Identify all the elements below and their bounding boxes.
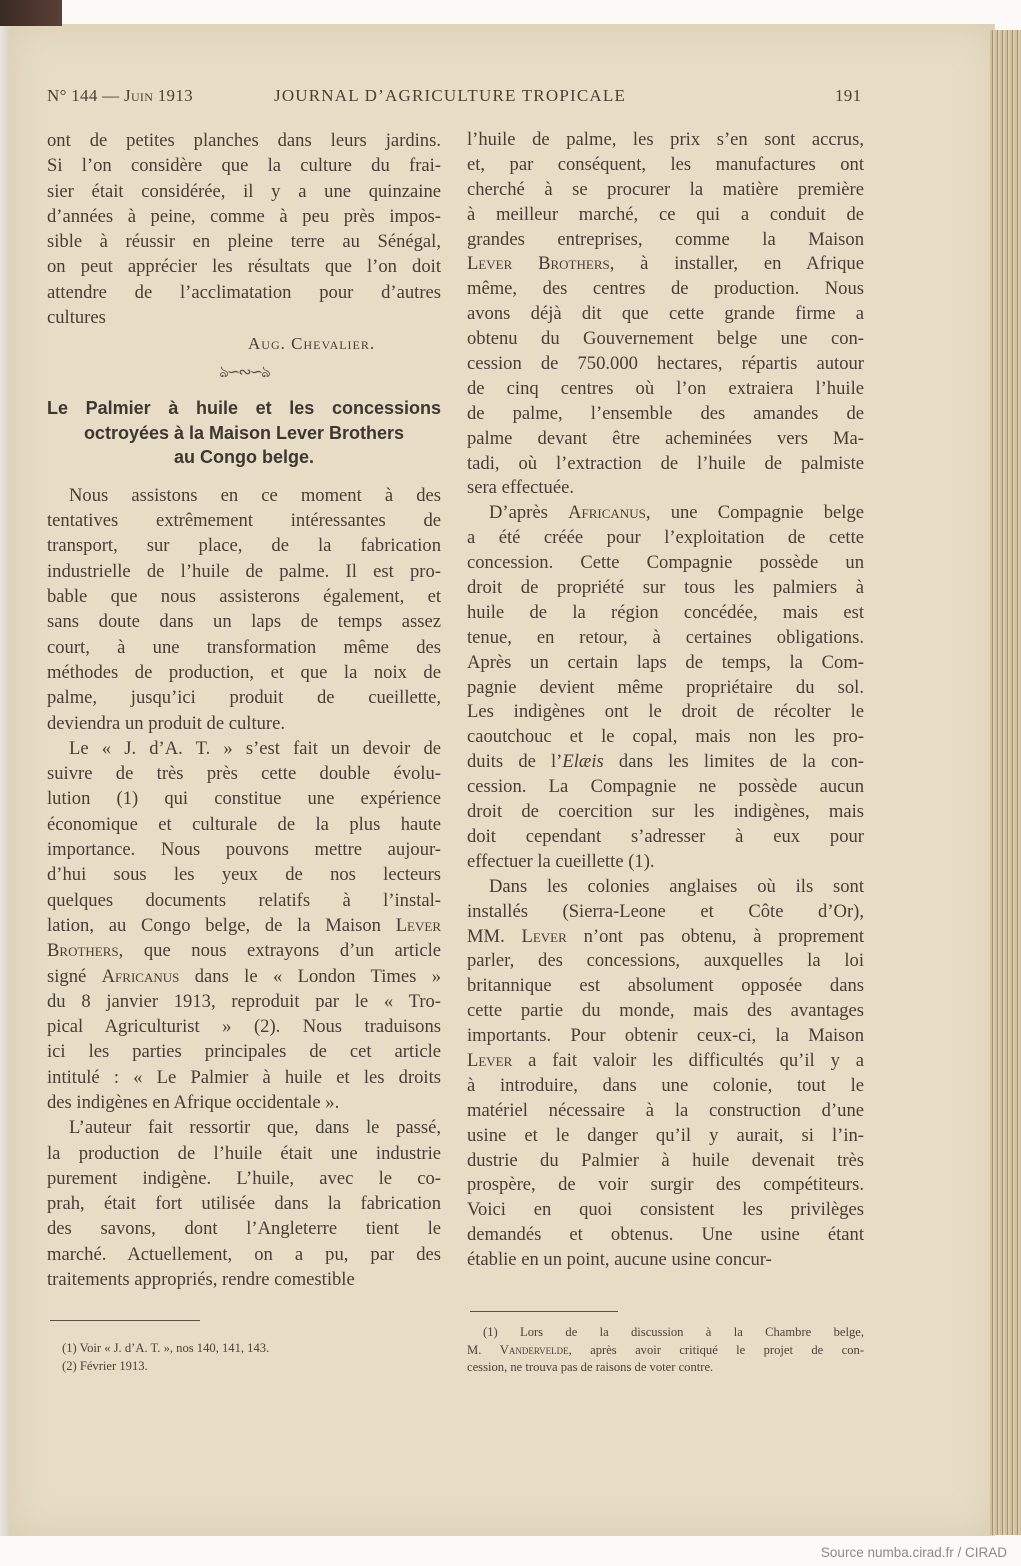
text-line: cherché à se procurer la matière première <box>467 178 864 200</box>
small-caps-text: Lever <box>521 925 567 947</box>
text-segment: n’ont pas obtenu, à proprement <box>566 925 864 947</box>
text-line: dustrie du Palmier à huile devenait très <box>467 1149 864 1171</box>
text-line: L’auteur fait ressortir que, dans le passé, <box>69 1117 441 1139</box>
text-segment: dans les limites de la con- <box>603 751 865 773</box>
article-title <box>47 396 441 470</box>
text-line: cession, ne trouva pas de raisons de voter contre. <box>467 1360 714 1374</box>
text-line: ici les parties principales de cet article <box>47 1041 441 1063</box>
text-line: parler, des concessions, auxquelles la loi <box>467 950 864 972</box>
small-caps-text: Lever <box>467 1049 513 1071</box>
text-line: cession. La Compagnie ne possède aucun <box>467 776 864 798</box>
text-line: Dans les colonies anglaises où ils sont <box>489 875 864 897</box>
text-line: l’huile de palme, les prix s’en sont accrus, <box>467 129 864 150</box>
text-line <box>47 938 441 963</box>
text-line: de palme, l’ensemble des amandes de <box>467 402 864 424</box>
text-line <box>467 925 864 950</box>
issue-info <box>47 86 193 106</box>
text-line: prah, était fort utilisée dans la fabrication <box>47 1193 441 1215</box>
issue-month: Juin <box>124 86 154 105</box>
text-line: court, à une transformation même des <box>47 636 441 658</box>
text-line: installés (Sierra-Leone et Côte d’Or), <box>467 900 864 922</box>
text-line: droit de coercition sur les indigènes, mais <box>467 801 864 823</box>
text-line: doit cependant s’adresser à eux pour <box>467 825 864 847</box>
intro-paragraph <box>47 128 441 330</box>
text-line: a été créée pour l’exploitation de cette <box>467 527 864 549</box>
text-line: usine et le danger qu’il y aurait, si l’in- <box>467 1124 864 1146</box>
text-line <box>467 1049 864 1074</box>
text-line <box>467 1342 864 1360</box>
text-segment: , une Compagnie belge <box>645 502 865 524</box>
text-line: avons déjà dit que cette grande firme a <box>467 303 864 325</box>
text-line: cultures <box>47 307 106 329</box>
small-caps-text: Brothers <box>47 940 119 962</box>
text-line: importants. Pour obtenir ceux-ci, la Maison <box>467 1025 864 1047</box>
text-line: cette partie du monde, mais des avantages <box>467 1000 864 1022</box>
text-line: ont de petites planches dans leurs jardins. <box>47 130 441 151</box>
text-line: Après un certain laps de temps, la Com- <box>467 651 864 673</box>
text-segment: M. <box>467 1342 500 1357</box>
ornament-divider: ঌ∽∾∽ঌ <box>219 364 269 382</box>
paragraph <box>467 501 864 874</box>
text-line: d’années à peine, comme à peu près impos- <box>47 205 441 227</box>
text-line: (1) Lors de la discussion à la Chambre belge, <box>483 1325 864 1339</box>
text-line: effectuer la cueillette (1). <box>467 850 655 872</box>
text-line: des indigènes en Afrique occidentale ». <box>47 1092 340 1113</box>
text-line: et, par conséquent, les manufactures ont <box>467 153 864 175</box>
text-line: tenue, en retour, à certaines obligations. <box>467 626 864 648</box>
text-line <box>47 913 441 938</box>
text-segment: , à installer, en Afrique <box>609 253 864 275</box>
text-segment: a fait valoir les difficultés qu’il y a <box>512 1049 864 1071</box>
text-line: sera effectuée. <box>467 477 575 499</box>
paragraph <box>47 483 441 736</box>
right-column <box>467 128 864 1273</box>
paragraph <box>47 128 441 330</box>
paragraph <box>47 1115 441 1292</box>
text-segment: , que nous extrayons d’un article <box>118 940 441 962</box>
text-line: attendre de l’acclimatation pour d’autres <box>47 281 441 303</box>
text-line: cession de 750.000 hectares, répartis autour <box>467 353 864 375</box>
paragraph <box>467 875 864 1273</box>
footnote-rule <box>50 1320 200 1321</box>
text-line: lution (1) qui constitue une expérience <box>47 788 441 810</box>
text-line: tadi, où l’extraction de l’huile de palmiste <box>467 452 864 474</box>
small-caps-text: Lever Brothers <box>467 253 610 275</box>
text-line: pagnie devient même propriétaire du sol. <box>467 676 864 698</box>
small-caps-text: Africanus <box>568 502 646 524</box>
footnotes-right <box>467 1324 864 1377</box>
text-line: sier était considérée, il y a une quinzaine <box>47 180 441 202</box>
left-column <box>47 128 441 1292</box>
text-line: du 8 janvier 1913, reproduit par le « Tro- <box>47 990 441 1012</box>
text-line: prospère, de voir surgir des compétiteurs. <box>467 1174 864 1196</box>
text-line: (1) Voir « J. d’A. T. », nos 140, 141, 143. <box>62 1341 270 1355</box>
text-line: la production de l’huile était une industrie <box>47 1142 441 1164</box>
text-line: importance. Nous pouvons mettre aujour- <box>47 839 441 861</box>
text-line: pical Agriculturist » (2). Nous traduisons <box>47 1016 441 1038</box>
text-line <box>467 252 864 277</box>
text-line: méthodes de production, et que la noix de <box>47 661 441 683</box>
text-line <box>467 750 864 775</box>
text-segment: dans le « London Times » <box>179 965 441 987</box>
text-line: caoutchouc et le copal, mais non les pro- <box>467 726 864 748</box>
text-line: marché. Actuellement, on a pu, par des <box>47 1243 441 1265</box>
scan-margin <box>0 0 10 1536</box>
title-line: Le Palmier à huile et les concessions <box>47 398 441 419</box>
text-line: palme, jusqu’ici produit de cueillette, <box>47 687 441 709</box>
text-line: obtenu du Gouvernement belge une con- <box>467 328 864 350</box>
text-line: matériel nécessaire à la construction d’une <box>467 1099 864 1121</box>
text-line: on peut apprécier les résultats que l’on doit <box>47 256 441 278</box>
title-line: octroyées à la Maison Lever Brothers <box>83 422 405 443</box>
text-line: Le « J. d’A. T. » s’est fait un devoir de <box>69 737 441 759</box>
text-segment: MM. <box>467 925 522 947</box>
source-credit: Source numba.cirad.fr / CIRAD <box>820 1545 1007 1560</box>
title-line: au Congo belge. <box>173 447 314 468</box>
text-line: suivre de très près cette double évolu- <box>47 763 441 785</box>
text-line <box>467 501 864 526</box>
text-line: transport, sur place, de la fabrication <box>47 535 441 557</box>
article-body <box>47 483 441 1293</box>
small-caps-text: Vandervelde <box>499 1342 569 1357</box>
footnotes-left <box>62 1340 269 1375</box>
journal-title: JOURNAL D’AGRICULTURE TROPICALE <box>274 86 627 105</box>
text-line: Voici en quoi consistent les privilèges <box>467 1199 864 1221</box>
text-line: intitulé : « Le Palmier à huile et les droits <box>47 1066 441 1088</box>
paragraph <box>467 128 864 501</box>
text-segment: lation, au Congo belge, de la Maison <box>47 914 396 936</box>
text-line: huile de la région concédée, mais est <box>467 601 864 623</box>
book-binding <box>0 0 62 26</box>
text-line: d’hui sous les yeux de nos lecteurs <box>47 864 441 886</box>
text-line: des savons, dont l’Angleterre tient le <box>47 1218 441 1240</box>
text-segment: duits de l’ <box>467 751 563 773</box>
text-line: économique et culturale de la plus haute <box>47 813 441 835</box>
text-line: palme devant être acheminées vers Ma- <box>467 427 864 449</box>
text-line <box>47 964 441 989</box>
text-line: sans doute dans un laps de temps assez <box>47 611 441 633</box>
text-line: concession. Cette Compagnie possède un <box>467 552 864 574</box>
text-line: Les indigènes ont le droit de récolter le <box>467 701 864 723</box>
issue-year: 1913 <box>153 86 193 105</box>
small-caps-text: Lever <box>395 914 441 936</box>
text-line: Si l’on considère que la culture du frai- <box>47 155 441 177</box>
footnote-rule <box>470 1311 618 1312</box>
text-line: industrielle de l’huile de palme. Il est pro- <box>47 560 441 582</box>
text-line: à meilleur marché, ce qui a conduit de <box>467 203 864 225</box>
text-line: deviendra un produit de culture. <box>47 712 286 734</box>
text-segment: signé <box>47 965 102 987</box>
text-line: purement indigène. L’huile, avec le co- <box>47 1167 441 1189</box>
text-line: grandes entreprises, comme la Maison <box>467 228 864 250</box>
text-line: à introduire, dans une colonie, tout le <box>467 1074 864 1096</box>
text-line: tentatives extrêmement intéressantes de <box>47 510 441 532</box>
page-number: 191 <box>835 86 862 105</box>
issue-number: N° 144 — <box>47 86 125 105</box>
text-line: même, des centres de production. Nous <box>467 278 864 300</box>
article-body-continued <box>467 128 864 1273</box>
small-caps-text: Africanus <box>101 965 180 987</box>
text-line: Nous assistons en ce moment à des <box>69 484 441 506</box>
page-edges <box>990 30 1021 1535</box>
author-signature: Aug. Chevalier. <box>248 334 376 354</box>
text-line: de cinq centres où l’on extraiera l’huile <box>467 377 864 399</box>
italic-text: Elæis <box>562 751 604 773</box>
paragraph <box>47 736 441 1115</box>
text-line: bable que nous assisterons également, et <box>47 586 441 608</box>
text-line: établie en un point, aucune usine concur- <box>467 1249 772 1271</box>
text-line: quelques documents relatifs à l’instal- <box>47 889 441 911</box>
text-segment: , après avoir critiqué le projet de con- <box>568 1342 865 1357</box>
text-line: sible à réussir en pleine terre au Sénégal, <box>47 231 441 253</box>
text-line: demandés et obtenus. Une usine étant <box>467 1224 864 1246</box>
text-segment: D’après <box>489 502 569 524</box>
text-line: droit de propriété sur tous les palmiers à <box>467 577 864 599</box>
text-line: britannique est absolument opposée dans <box>467 975 864 997</box>
text-line: traitements appropriés, rendre comestible <box>47 1269 355 1291</box>
text-line: (2) Février 1913. <box>62 1358 148 1373</box>
